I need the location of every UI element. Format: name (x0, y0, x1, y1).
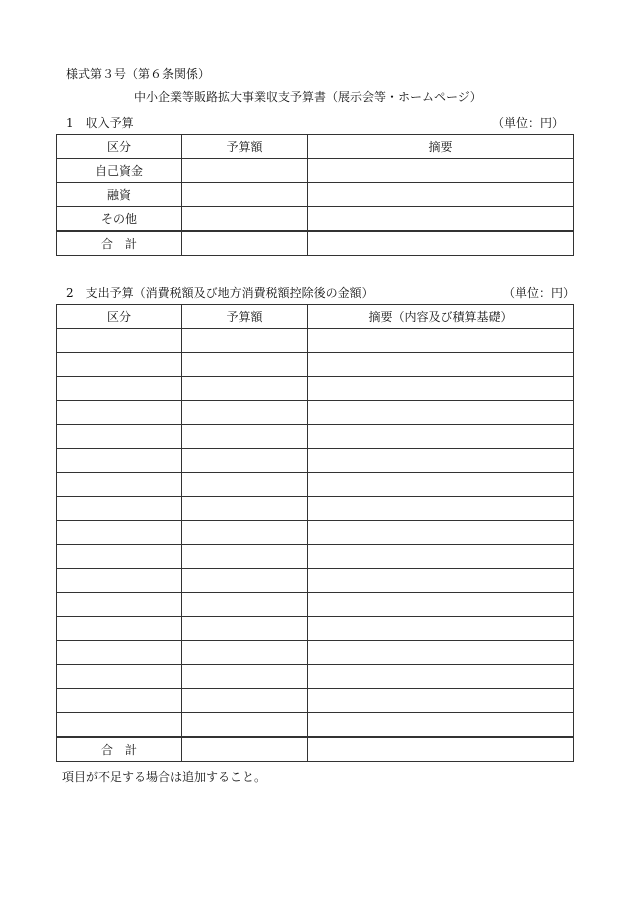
table-row (57, 183, 574, 207)
table-row (57, 521, 574, 545)
expense-notes-cell[interactable] (308, 545, 574, 569)
expense-category-cell[interactable] (57, 377, 182, 401)
expense-notes-cell[interactable] (308, 449, 574, 473)
expense-category-cell[interactable] (57, 713, 182, 738)
expense-total-label: 合 計 (57, 737, 182, 762)
income-header-amount: 予算額 (182, 135, 308, 159)
expense-notes-cell[interactable] (308, 689, 574, 713)
expense-notes-cell[interactable] (308, 641, 574, 665)
table-row (57, 377, 574, 401)
expense-notes-cell[interactable] (308, 569, 574, 593)
expense-section-heading: 2 支出予算（消費税額及び地方消費税額控除後の金額） (66, 286, 374, 300)
expense-amount-cell[interactable] (182, 425, 308, 449)
table-row (57, 641, 574, 665)
expense-amount-cell[interactable] (182, 569, 308, 593)
income-section-heading: 1 収入予算 (66, 116, 134, 130)
income-total-label: 合 計 (57, 231, 182, 256)
table-row (57, 689, 574, 713)
expense-header-row (57, 305, 574, 329)
expense-category-cell[interactable] (57, 497, 182, 521)
income-header-row (57, 135, 574, 159)
expense-amount-cell[interactable] (182, 449, 308, 473)
table-row (57, 545, 574, 569)
table-row (57, 425, 574, 449)
expense-category-cell[interactable] (57, 521, 182, 545)
expense-notes-cell[interactable] (308, 665, 574, 689)
income-amount-cell[interactable] (182, 159, 308, 183)
expense-amount-cell[interactable] (182, 497, 308, 521)
expense-category-cell[interactable] (57, 641, 182, 665)
expense-category-cell[interactable] (57, 425, 182, 449)
income-total-notes-cell[interactable] (308, 231, 574, 256)
expense-amount-cell[interactable] (182, 329, 308, 353)
expense-notes-cell[interactable] (308, 377, 574, 401)
income-header-category: 区分 (57, 135, 182, 159)
expense-notes-cell[interactable] (308, 401, 574, 425)
expense-amount-cell[interactable] (182, 593, 308, 617)
expense-notes-cell[interactable] (308, 713, 574, 738)
expense-notes-cell[interactable] (308, 617, 574, 641)
income-notes-cell[interactable] (308, 159, 574, 183)
expense-amount-cell[interactable] (182, 401, 308, 425)
expense-notes-cell[interactable] (308, 353, 574, 377)
income-total-amount-cell[interactable] (182, 231, 308, 256)
table-row (57, 207, 574, 232)
expense-notes-cell[interactable] (308, 473, 574, 497)
income-budget-table (56, 134, 574, 256)
expense-category-cell[interactable] (57, 593, 182, 617)
table-row (57, 353, 574, 377)
expense-amount-cell[interactable] (182, 641, 308, 665)
income-row-label: 自己資金 (57, 159, 182, 183)
expense-category-cell[interactable] (57, 689, 182, 713)
expense-notes-cell[interactable] (308, 425, 574, 449)
income-row-label: その他 (57, 207, 182, 232)
expense-amount-cell[interactable] (182, 353, 308, 377)
table-row (57, 665, 574, 689)
income-row-label: 融資 (57, 183, 182, 207)
expense-category-cell[interactable] (57, 569, 182, 593)
expense-category-cell[interactable] (57, 545, 182, 569)
expense-total-amount-cell[interactable] (182, 737, 308, 762)
form-number: 様式第３号（第６条関係） (66, 67, 211, 81)
expense-category-cell[interactable] (57, 401, 182, 425)
expense-amount-cell[interactable] (182, 617, 308, 641)
income-amount-cell[interactable] (182, 183, 308, 207)
expense-notes-cell[interactable] (308, 497, 574, 521)
expense-category-cell[interactable] (57, 665, 182, 689)
table-row (57, 159, 574, 183)
expense-total-row (57, 737, 574, 762)
table-row (57, 617, 574, 641)
expense-category-cell[interactable] (57, 473, 182, 497)
table-row (57, 713, 574, 738)
expense-category-cell[interactable] (57, 617, 182, 641)
expense-header-notes: 摘要（内容及び積算基礎） (308, 305, 574, 329)
document-title: 中小企業等販路拡大事業収支予算書（展示会等・ホームページ） (134, 90, 482, 104)
table-row (57, 569, 574, 593)
expense-amount-cell[interactable] (182, 521, 308, 545)
income-header-notes: 摘要 (308, 135, 574, 159)
expense-amount-cell[interactable] (182, 473, 308, 497)
expense-header-amount: 予算額 (182, 305, 308, 329)
income-notes-cell[interactable] (308, 207, 574, 232)
income-unit-label: （単位：円） (492, 116, 565, 130)
footnote: 項目が不足する場合は追加すること。 (62, 770, 267, 784)
income-amount-cell[interactable] (182, 207, 308, 232)
table-row (57, 449, 574, 473)
expense-unit-label: （単位：円） (503, 286, 576, 300)
expense-category-cell[interactable] (57, 449, 182, 473)
expense-amount-cell[interactable] (182, 713, 308, 738)
expense-notes-cell[interactable] (308, 593, 574, 617)
table-row (57, 401, 574, 425)
table-row (57, 497, 574, 521)
expense-category-cell[interactable] (57, 353, 182, 377)
expense-amount-cell[interactable] (182, 665, 308, 689)
expense-amount-cell[interactable] (182, 545, 308, 569)
expense-notes-cell[interactable] (308, 521, 574, 545)
expense-notes-cell[interactable] (308, 329, 574, 353)
expense-header-category: 区分 (57, 305, 182, 329)
expense-total-notes-cell[interactable] (308, 737, 574, 762)
table-row (57, 329, 574, 353)
expense-amount-cell[interactable] (182, 377, 308, 401)
income-total-row (57, 231, 574, 256)
expense-budget-table (56, 304, 574, 762)
table-row (57, 473, 574, 497)
income-notes-cell[interactable] (308, 183, 574, 207)
expense-category-cell[interactable] (57, 329, 182, 353)
expense-amount-cell[interactable] (182, 689, 308, 713)
table-row (57, 593, 574, 617)
